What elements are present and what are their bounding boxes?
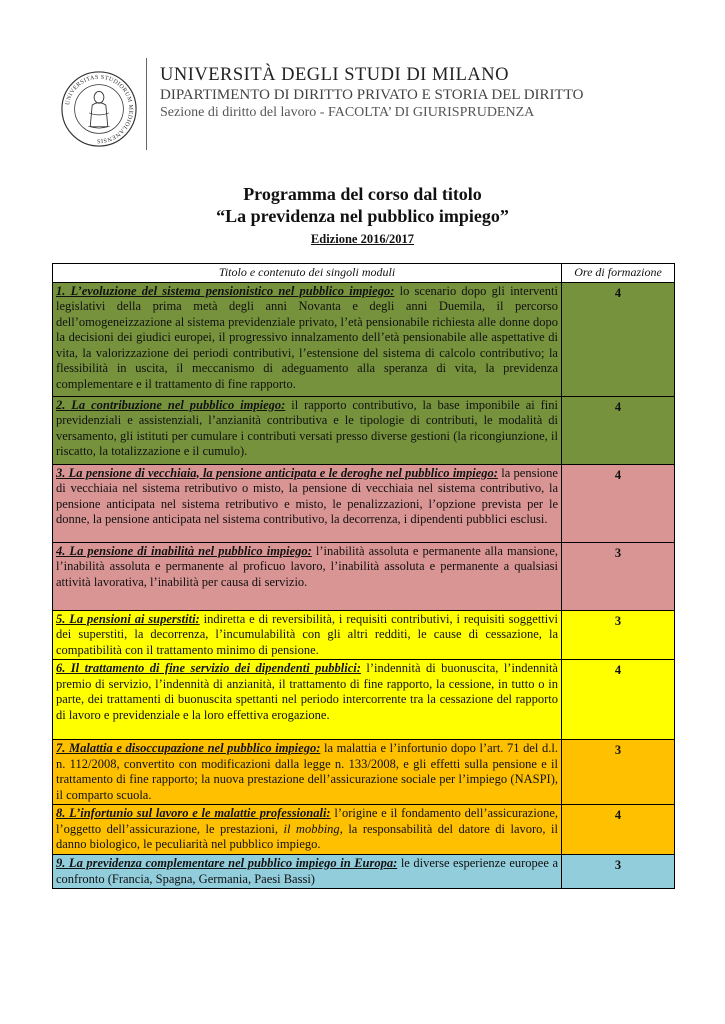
department-name: DIPARTIMENTO DI DIRITTO PRIVATO E STORIA DEL DIRITTO: [160, 87, 584, 103]
module-hours-cell: 4: [562, 464, 675, 542]
modules-table: [52, 263, 675, 889]
module-content-cell: [53, 464, 562, 542]
table-row: [53, 740, 675, 805]
table-row: [53, 464, 675, 542]
module-hours-cell: 4: [562, 396, 675, 464]
table-row: [53, 855, 675, 889]
header-content: Titolo e contenuto dei singoli moduli: [53, 264, 562, 283]
document-title: [0, 183, 725, 247]
letterhead: [160, 64, 583, 121]
header-hours: Ore di formazione: [562, 264, 675, 283]
module-title: 8. L’infortunio sul lavoro e le malattie professionali:: [56, 806, 331, 820]
title-line-2: “La previdenza nel pubblico impiego”: [216, 206, 509, 226]
table-row: [53, 282, 675, 396]
module-content-cell: [53, 740, 562, 805]
table-row: [53, 660, 675, 740]
module-content-cell: [53, 396, 562, 464]
module-title: 2. La contribuzione nel pubblico impiego:: [56, 397, 286, 412]
table-row: [53, 805, 675, 855]
module-hours-cell: 4: [562, 282, 675, 396]
module-description: indiretta e di reversibilità, i requisiti contributivi, i requisiti soggettivi dei superstiti, la decorrenza, l’incumulabilità con gli altri redditi, le cause di cessazione, la compatibilità con il trattamento minimo di pensione.: [56, 611, 558, 657]
module-hours-cell: 4: [562, 660, 675, 740]
module-description: l’origine e il fondamento dell’assicurazione, l’oggetto dell’assicurazione, le prestazioni, il mobbing, la responsabilità del datore di lavoro, il danno biologico, le peculiarità nel pubblico impiego.: [56, 806, 558, 851]
module-content-cell: [53, 660, 562, 740]
edition: Edizione 2016/2017: [310, 232, 415, 246]
module-title: 4. La pensione di inabilità nel pubblico impiego:: [56, 543, 312, 558]
university-name: UNIVERSITÀ DEGLI STUDI DI MILANO: [160, 65, 509, 85]
module-title: 7. Malattia e disoccupazione nel pubblico impiego:: [56, 741, 321, 755]
module-hours-cell: 3: [562, 542, 675, 610]
module-hours-cell: 3: [562, 855, 675, 889]
title-line-1: Programma del corso dal titolo: [243, 184, 482, 204]
module-content-cell: [53, 542, 562, 610]
table-row: [53, 396, 675, 464]
module-description: l’indennità di buonuscita, l’indennità premio di servizio, l’indennità di anzianità, il trattamento di fine rapporto, la cessione, in tutto o in parte, dei trattamenti di buonuscita spettanti nel periodo intercorrente tra la cessazione del rapporto di lavoro e previdenziale e la loro effettiva erogazione.: [56, 661, 558, 722]
module-title: 9. La previdenza complementare nel pubblico impiego in Europa:: [56, 856, 398, 870]
module-hours-cell: 4: [562, 805, 675, 855]
module-description: le diverse esperienze europee a confronto (Francia, Spagna, Germania, Paesi Bassi): [56, 856, 558, 886]
header-divider: [146, 58, 147, 150]
table-row: [53, 610, 675, 660]
university-seal-logo: [60, 70, 138, 148]
module-title: 3. La pensione di vecchiaia, la pensione anticipata e le deroghe nel pubblico impiego:: [56, 465, 498, 480]
module-hours-cell: 3: [562, 610, 675, 660]
module-description: l’inabilità assoluta e permanente alla mansione, l’inabilità assoluta e permanente al proficuo lavoro, l’inabilità assoluta e permanente a qualsiasi attività lavorativa, l’inabilità per causa di servizio.: [56, 543, 559, 589]
module-description: la pensione di vecchiaia nel sistema retributivo o misto, la pensione di vecchiaia nel sistema contributivo, la pensione anticipata nel sistema retributivo e misto, le penalizzazioni, l’opzione prevista per le donne, la pensione anticipata nel sistema contributivo, la decorrenza, i dipendenti pubblici esclusi.: [56, 465, 558, 526]
module-description: il rapporto contributivo, la base imponibile ai fini previdenziali e assistenziali, l’anzianità contributiva e le tipologie di contributi, le modalità di versamento, gli istituti per cumulare i contributi versati presso diverse gestioni (la ricongiunzione, il riscatto, la totalizzazione e il cumulo).: [56, 397, 558, 458]
module-content-cell: [53, 610, 562, 660]
module-content-cell: [53, 282, 562, 396]
module-title: 1. L’evoluzione del sistema pensionistico nel pubblico impiego:: [56, 283, 395, 298]
svg-text:UNIVERSITAS STUDIORUM MEDIOLAN: UNIVERSITAS STUDIORUM MEDIOLANENSIS: [65, 74, 134, 144]
table-header-row: [53, 264, 675, 283]
module-content-cell: [53, 855, 562, 889]
module-title: 6. Il trattamento di fine servizio dei dipendenti pubblici:: [56, 661, 361, 675]
module-title: 5. La pensioni ai superstiti:: [56, 611, 200, 626]
module-description: lo scenario dopo gli interventi legislativi della prima metà degli anni Novanta e degli anni Duemila, il percorso dell’omogeneizzazione al sistema previdenziale privato, l’età pensionabile richiesta alle donne dopo la decisioni dei giudici europei, il progressivo innalzamento dell’età pensionabile alle aspettative di vita, la valorizzazione dei periodi contributivi, l’estensione del sistema di calcolo contributivo; la flessibilità in uscita, il meccanismo di adeguamento alla speranza di vita, la previdenza complementare e il trattamento di fine rapporto.: [56, 283, 558, 391]
section-name: Sezione di diritto del lavoro - FACOLTA’ DI GIURISPRUDENZA: [160, 105, 535, 120]
module-hours-cell: 3: [562, 740, 675, 805]
table-row: [53, 542, 675, 610]
module-description: la malattia e l’infortunio dopo l’art. 71 del d.l. n. 112/2008, convertito con modificazioni dalla legge n. 133/2008, e gli effetti sulla pensione e il trattamento di fine rapporto; la nuova prestazione dell’assicurazione sociale per l’impiego (NASPI), il comparto scuola.: [56, 741, 558, 802]
module-content-cell: [53, 805, 562, 855]
